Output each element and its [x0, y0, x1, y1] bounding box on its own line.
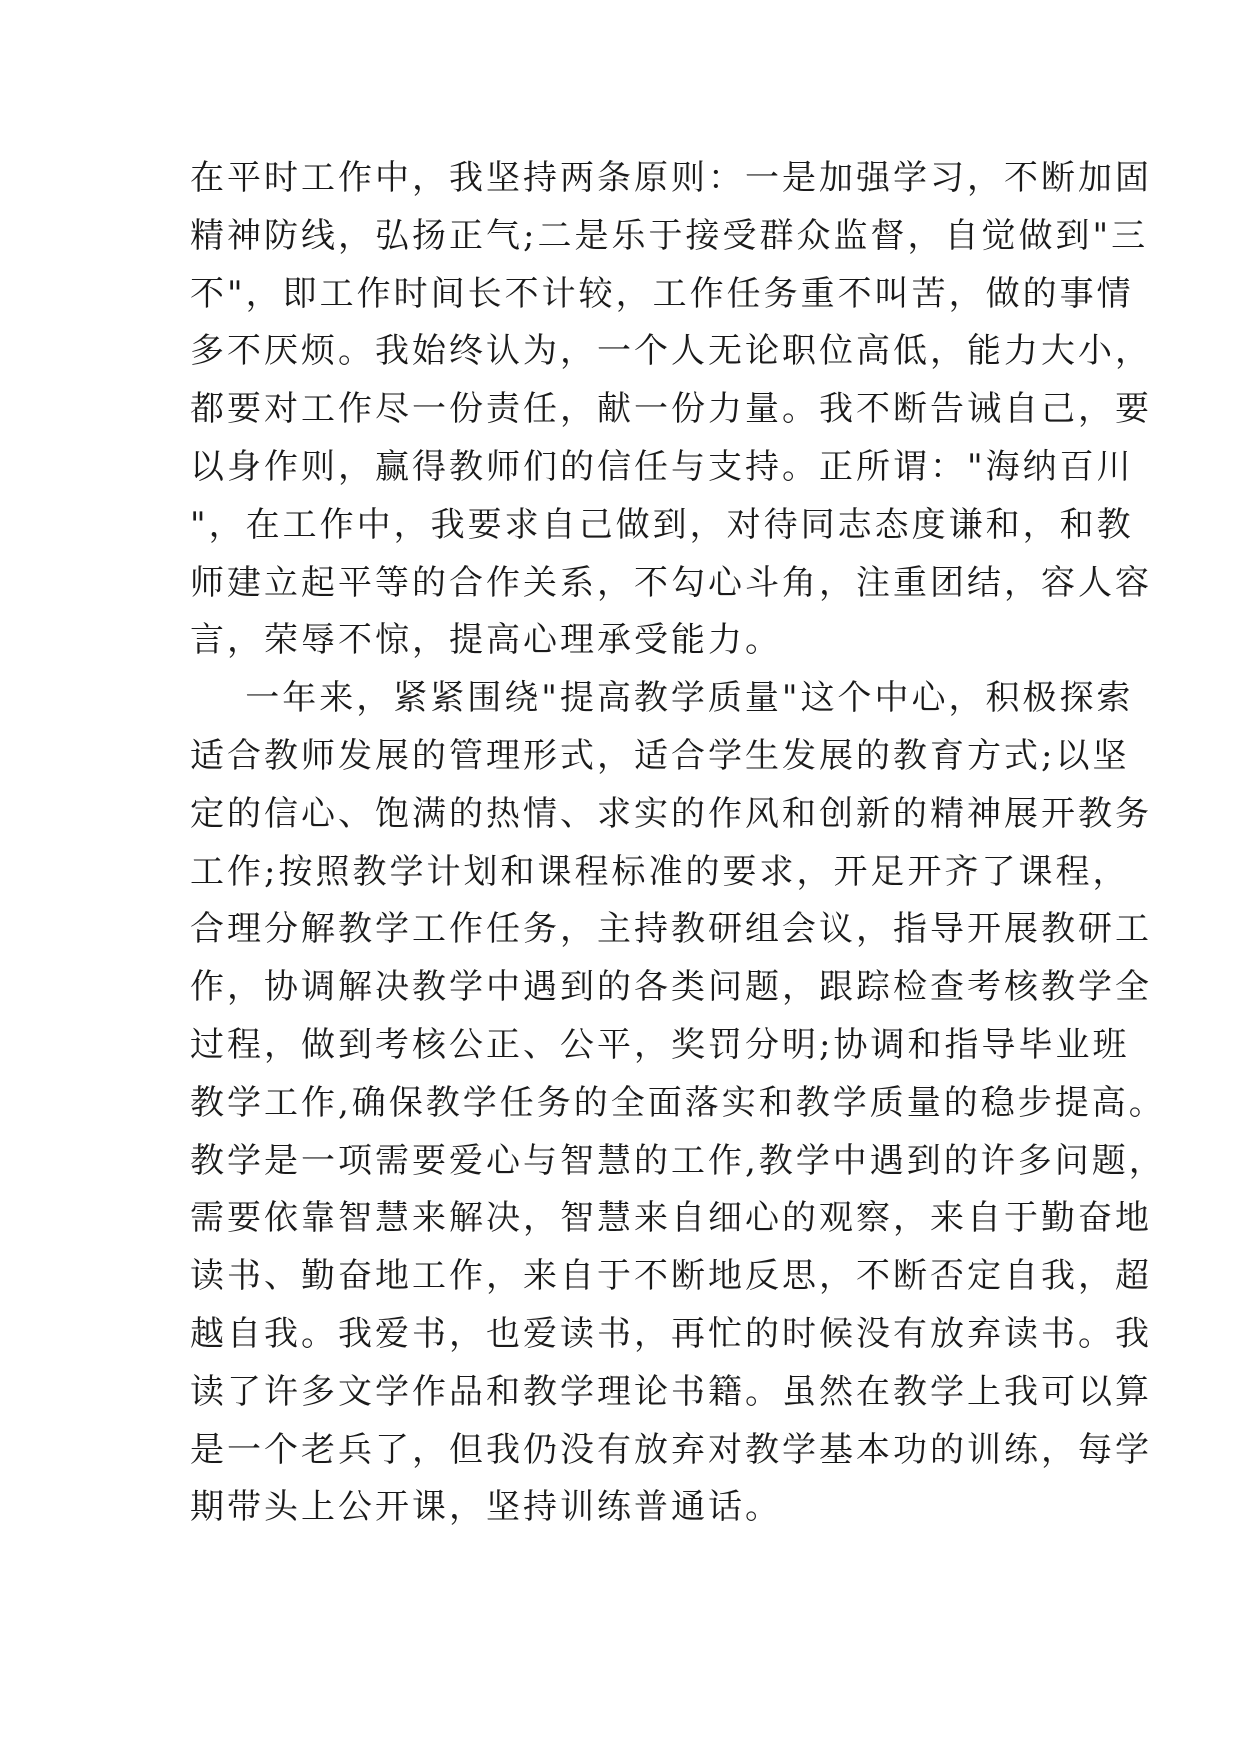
text-line: 一年来，紧紧围绕"提高教学质量"这个中心，积极探索 [190, 678, 1134, 719]
text-line: 适合教师发展的管理形式，适合学生发展的教育方式;以坚 [190, 735, 1130, 776]
text-line: 在平时工作中，我坚持两条原则：一是加强学习，不断加固 [190, 158, 1152, 198]
text-line: 多不厌烦。我始终认为，一个人无论职位高低，能力大小， [190, 331, 1152, 372]
text-line: 读了许多文学作品和教学理论书籍。虽然在教学上我可以算 [190, 1371, 1152, 1412]
text-line: 期带头上公开课，坚持训练普通话。 [190, 1487, 782, 1528]
text-line: 过程，做到考核公正、公平，奖罚分明;协调和指导毕业班 [190, 1024, 1130, 1065]
text-line: 读书、勤奋地工作，来自于不断地反思，不断否定自我，超 [190, 1256, 1152, 1297]
text-line: 教学工作,确保教学任务的全面落实和教学质量的稳步提高。 [190, 1082, 1166, 1123]
body-text [190, 150, 1166, 1537]
text-line: "，在工作中，我要求自己做到，对待同志态度谦和，和教 [190, 504, 1134, 545]
text-line: 言，荣辱不惊，提高心理承受能力。 [190, 620, 782, 661]
text-line: 都要对工作尽一份责任，献一份力量。我不断告诫自己，要 [190, 389, 1152, 430]
text-line: 合理分解教学工作任务，主持教研组会议，指导开展教研工 [190, 909, 1152, 950]
text-line: 作，协调解决教学中遇到的各类问题，跟踪检查考核教学全 [190, 967, 1152, 1008]
text-line: 不"，即工作时间长不计较，工作任务重不叫苦，做的事情 [190, 273, 1134, 314]
text-line: 工作;按照教学计划和课程标准的要求，开足开齐了课程， [190, 851, 1130, 892]
text-line: 以身作则，赢得教师们的信任与支持。正所谓："海纳百川 [190, 446, 1134, 487]
text-line: 教学是一项需要爱心与智慧的工作,教学中遇到的许多问题， [190, 1140, 1166, 1181]
text-line: 师建立起平等的合作关系，不勾心斗角，注重团结，容人容 [190, 562, 1152, 603]
text-line: 是一个老兵了，但我仍没有放弃对教学基本功的训练，每学 [190, 1429, 1152, 1470]
text-line: 越自我。我爱书，也爱读书，再忙的时候没有放弃读书。我 [190, 1313, 1152, 1354]
text-line: 需要依靠智慧来解决，智慧来自细心的观察，来自于勤奋地 [190, 1198, 1152, 1239]
text-line: 精神防线，弘扬正气;二是乐于接受群众监督，自觉做到"三 [190, 215, 1149, 256]
text-line: 定的信心、饱满的热情、求实的作风和创新的精神展开教务 [190, 793, 1152, 834]
